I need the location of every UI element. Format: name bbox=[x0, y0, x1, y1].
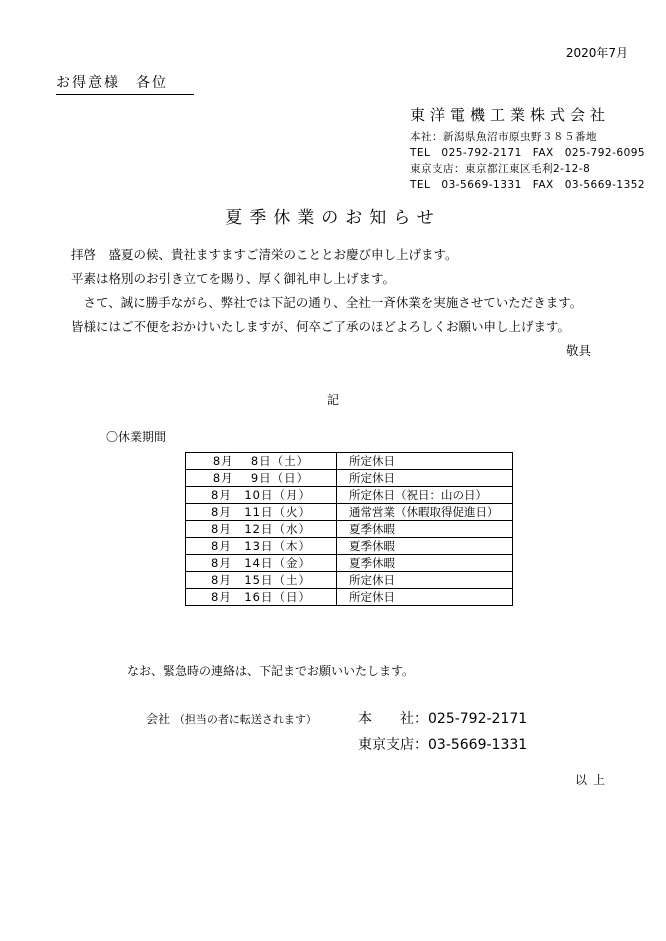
closing-word: 敬具 bbox=[565, 343, 591, 358]
schedule-note: 夏季休暇 bbox=[337, 538, 513, 555]
branch-address: 東京支店：東京都江東区毛利2-12-8 bbox=[410, 163, 591, 175]
schedule-date: 8月 14日（金） bbox=[186, 555, 337, 572]
table-row bbox=[186, 572, 513, 589]
contact-head-office: 本 社：025-792-2171 bbox=[358, 711, 528, 727]
ki-heading: 記 bbox=[326, 393, 339, 407]
thanks-paragraph: 平素は格別のお引き立てを賜り、厚く御礼申し上げます。 bbox=[71, 271, 396, 286]
holiday-schedule-table bbox=[185, 452, 513, 606]
document-date: 2020年7月 bbox=[565, 46, 628, 60]
schedule-note: 夏季休暇 bbox=[337, 555, 513, 572]
ijo-closing: 以上 bbox=[574, 773, 611, 787]
letter-body bbox=[71, 243, 591, 363]
announcement-text: さて、誠に勝手ながら、弊社では下記の通り、全社一斉休業を実施させていただきます。皆様にはご不便をおかけいたしますが、何卒ご了承のほどよろしくお願い申し上げます。 bbox=[71, 295, 583, 334]
schedule-note: 所定休日 bbox=[337, 453, 513, 470]
contact-label bbox=[146, 710, 317, 727]
table-row bbox=[186, 504, 513, 521]
schedule-date: 8月 10日（月） bbox=[186, 487, 337, 504]
table-row bbox=[186, 453, 513, 470]
table-row bbox=[186, 555, 513, 572]
company-info bbox=[410, 104, 645, 193]
head-office-address: 本社：新潟県魚沼市原虫野３８５番地 bbox=[410, 131, 597, 143]
schedule-note: 所定休日 bbox=[337, 470, 513, 487]
table-row bbox=[186, 589, 513, 606]
head-office-phone: TEL 025-792-2171 FAX 025-792-6095 bbox=[410, 147, 646, 159]
branch-phone: TEL 03-5669-1331 FAX 03-5669-1352 bbox=[410, 179, 646, 191]
document-title: 夏季休業のお知らせ bbox=[225, 208, 441, 228]
contact-company-label: 会社 bbox=[146, 712, 171, 726]
contact-branch: 東京支店：03-5669-1331 bbox=[358, 737, 528, 753]
schedule-body bbox=[186, 453, 513, 606]
table-row bbox=[186, 487, 513, 504]
schedule-date: 8月 11日（火） bbox=[186, 504, 337, 521]
addressee: お得意様 各位 bbox=[56, 72, 194, 95]
contact-forward-note: （担当の者に転送されます） bbox=[173, 713, 317, 726]
schedule-note: 所定休日 bbox=[337, 572, 513, 589]
greeting-paragraph: 拝啓 盛夏の候、貴社ますますご清栄のこととお慶び申し上げます。 bbox=[71, 247, 458, 262]
schedule-date: 8月 8日（土） bbox=[186, 453, 337, 470]
schedule-date: 8月 16日（日） bbox=[186, 589, 337, 606]
schedule-date: 8月 9日（日） bbox=[186, 470, 337, 487]
period-label: 〇休業期間 bbox=[106, 430, 167, 444]
schedule-note: 所定休日 bbox=[337, 589, 513, 606]
announcement-paragraph bbox=[71, 291, 591, 358]
schedule-note: 通常営業（休暇取得促進日） bbox=[337, 504, 513, 521]
schedule-date: 8月 15日（土） bbox=[186, 572, 337, 589]
schedule-note: 夏季休暇 bbox=[337, 521, 513, 538]
table-row bbox=[186, 470, 513, 487]
schedule-date: 8月 13日（木） bbox=[186, 538, 337, 555]
schedule-note: 所定休日（祝日：山の日） bbox=[337, 487, 513, 504]
schedule-date: 8月 12日（水） bbox=[186, 521, 337, 538]
table-row bbox=[186, 538, 513, 555]
company-name: 東洋電機工業株式会社 bbox=[410, 106, 611, 124]
emergency-note: なお、緊急時の連絡は、下記までお願いいたします。 bbox=[127, 664, 415, 678]
table-row bbox=[186, 521, 513, 538]
